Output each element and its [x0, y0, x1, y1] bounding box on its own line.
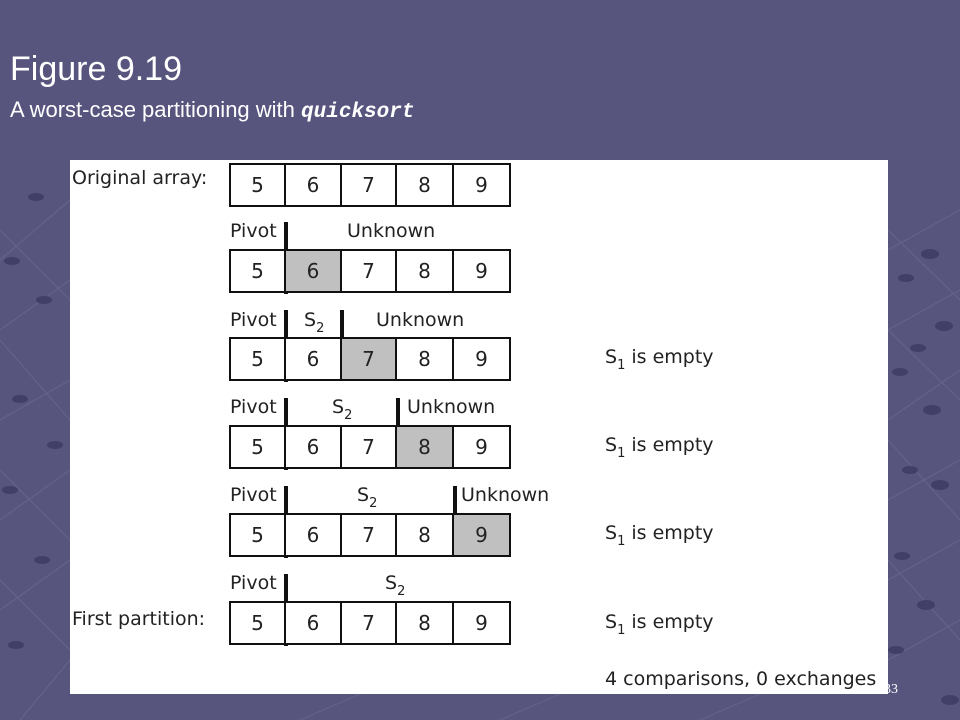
array-cell: 5	[229, 601, 286, 645]
array-row-step-2	[229, 337, 511, 381]
slide-number: 33	[884, 682, 898, 697]
s2-label: $S_2$	[332, 396, 353, 423]
array-cell: 9	[452, 425, 511, 469]
array-cell: 7	[340, 425, 397, 469]
array-cell: 7	[340, 163, 397, 207]
array-cell: 8	[395, 601, 454, 645]
array-cell: 5	[229, 425, 286, 469]
array-cell: 8	[395, 249, 454, 293]
s2-label: $S_2$	[304, 309, 325, 336]
array-row-step-1	[229, 249, 511, 293]
unknown-label: Unknown	[407, 396, 496, 418]
array-cell: 9	[452, 163, 511, 207]
array-cell: 7	[340, 513, 397, 557]
slide-title: Figure 9.19	[10, 50, 182, 88]
s2-label: $S_2$	[357, 484, 378, 511]
figure-panel	[70, 160, 888, 694]
subtitle-text: A worst-case partitioning with	[10, 97, 302, 122]
array-row-step-3	[229, 425, 511, 469]
array-cell: 5	[229, 513, 286, 557]
pivot-label: Pivot	[230, 396, 277, 418]
pivot-label: Pivot	[230, 484, 277, 506]
array-cell: 8	[395, 163, 454, 207]
slide-subtitle	[10, 97, 414, 124]
array-cell-current: 9	[452, 513, 511, 557]
unknown-label: Unknown	[461, 484, 550, 506]
pivot-label: Pivot	[230, 572, 277, 594]
array-cell: 5	[229, 337, 286, 381]
array-cell: 6	[284, 425, 342, 469]
array-cell: 8	[395, 337, 454, 381]
array-cell: 5	[229, 249, 286, 293]
s1-empty-note: $S_1$ is empty	[605, 522, 714, 549]
s1-empty-note: $S_1$ is empty	[605, 434, 714, 461]
s1-empty-note: $S_1$ is empty	[605, 346, 714, 373]
original-array-label: Original array:	[72, 167, 208, 189]
first-partition-label: First partition:	[72, 608, 206, 630]
array-cell: 9	[452, 601, 511, 645]
pivot-label: Pivot	[230, 220, 277, 242]
region-divider	[453, 486, 457, 514]
array-cell: 6	[284, 337, 342, 381]
region-divider	[396, 398, 400, 426]
array-cell-current: 7	[340, 337, 397, 381]
array-cell: 5	[229, 163, 286, 207]
array-row-first-partition	[229, 601, 511, 645]
s2-label: $S_2$	[385, 572, 406, 599]
subtitle-code: quicksort	[301, 101, 415, 124]
unknown-label: Unknown	[347, 220, 436, 242]
array-cell: 6	[284, 601, 342, 645]
array-cell-current: 6	[284, 249, 342, 293]
array-cell: 6	[284, 163, 342, 207]
s1-empty-note: $S_1$ is empty	[605, 611, 714, 638]
summary-text: 4 comparisons, 0 exchanges	[605, 668, 877, 690]
unknown-label: Unknown	[376, 309, 465, 331]
array-cell: 6	[284, 513, 342, 557]
region-divider	[340, 310, 344, 338]
array-cell: 7	[340, 601, 397, 645]
array-cell: 8	[395, 513, 454, 557]
array-cell: 9	[452, 337, 511, 381]
array-cell: 9	[452, 249, 511, 293]
pivot-label: Pivot	[230, 309, 277, 331]
array-cell: 7	[340, 249, 397, 293]
array-row-original	[229, 163, 511, 207]
array-cell-current: 8	[395, 425, 454, 469]
array-row-step-4	[229, 513, 511, 557]
